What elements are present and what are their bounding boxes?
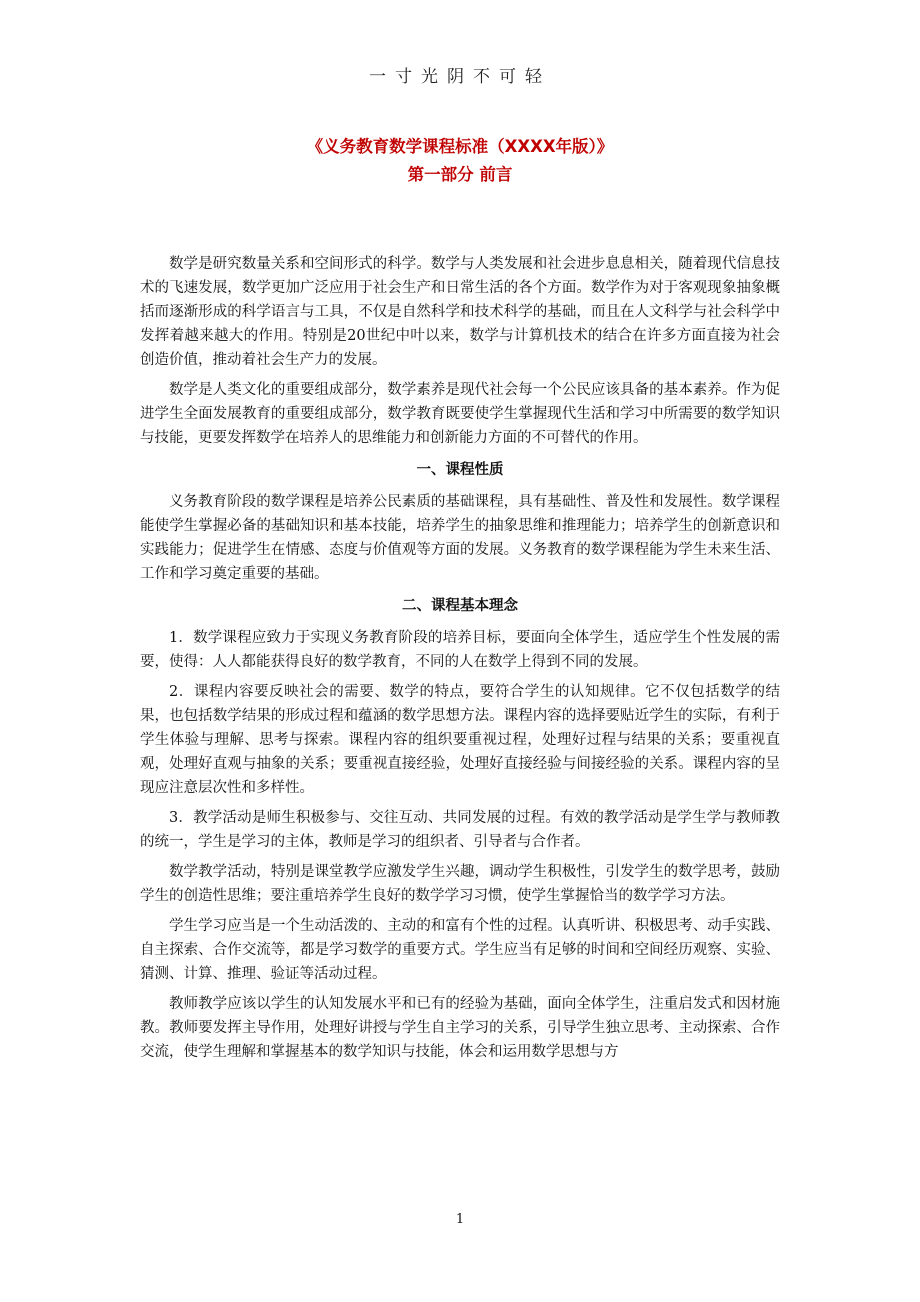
paragraph: 1．数学课程应致力于实现义务教育阶段的培养目标，要面向全体学生，适应学生个性发展的需要，使得：人人都能获得良好的数学教育，不同的人在数学上得到不同的发展。 <box>140 630 780 670</box>
paragraph: 教师教学应该以学生的认知发展水平和已有的经验为基础，面向全体学生，注重启发式和因材施教。教师要发挥主导作用，处理好讲授与学生自主学习的关系，引导学生独立思考、主动探索、合作交流，使学生理解和掌握基本的数学知识与技能，体会和运用数学思想与方 <box>140 996 780 1060</box>
section-heading-course-nature: 一、课程性质 <box>416 462 504 478</box>
paragraph: 3．教学活动是师生积极参与、交往互动、共同发展的过程。有效的教学活动是学生学与教师教的统一，学生是学习的主体，教师是学习的组织者、引导者与合作者。 <box>140 810 780 850</box>
paragraph: 数学教学活动，特别是课堂教学应激发学生兴趣，调动学生积极性，引发学生的数学思考，鼓励学生的创造性思维；要注重培养学生良好的数学学习习惯，使学生掌握恰当的数学学习方法。 <box>140 864 780 904</box>
page-number: 1 <box>455 1212 465 1227</box>
paragraph: 义务教育阶段的数学课程是培养公民素质的基础课程，具有基础性、普及性和发展性。数学课程能使学生掌握必备的基础知识和基本技能，培养学生的抽象思维和推理能力；培养学生的创新意识和实践能力；促进学生在情感、态度与价值观等方面的发展。义务教育的数学课程能为学生未来生活、工作和学习奠定重要的基础。 <box>140 494 780 582</box>
section-heading-basic-concepts: 二、课程基本理念 <box>402 598 518 614</box>
paragraph: 学生学习应当是一个生动活泼的、主动的和富有个性的过程。认真听讲、积极思考、动手实践、自主探索、合作交流等，都是学习数学的重要方式。学生应当有足够的时间和空间经历观察、实验、猜测、计算、推理、验证等活动过程。 <box>140 918 780 982</box>
page-header: 一寸光阴不可轻 <box>369 67 551 87</box>
paragraph: 数学是人类文化的重要组成部分，数学素养是现代社会每一个公民应该具备的基本素养。作为促进学生全面发展教育的重要组成部分，数学教育既要使学生掌握现代生活和学习中所需要的数学知识与技能，更要发挥数学在培养人的思维能力和创新能力方面的不可替代的作用。 <box>140 382 780 446</box>
document-title: 《义务教育数学课程标准（XXXX年版）》 <box>306 137 614 156</box>
section-part-title: 第一部分 前言 <box>407 165 513 184</box>
body-content <box>140 252 780 1070</box>
paragraph: 2．课程内容要反映社会的需要、数学的特点，要符合学生的认知规律。它不仅包括数学的结果，也包括数学结果的形成过程和蕴涵的数学思想方法。课程内容的选择要贴近学生的实际，有利于学生体验与理解、思考与探索。课程内容的组织要重视过程，处理好过程与结果的关系；要重视直观，处理好直观与抽象的关系；要重视直接经验，处理好直接经验与间接经验的关系。课程内容的呈现应注意层次性和多样性。 <box>140 684 780 796</box>
paragraph: 数学是研究数量关系和空间形式的科学。数学与人类发展和社会进步息息相关，随着现代信息技术的飞速发展，数学更加广泛应用于社会生产和日常生活的各个方面。数学作为对于客观现象抽象概括而逐渐形成的科学语言与工具，不仅是自然科学和技术科学的基础，而且在人文科学与社会科学中发挥着越来越大的作用。特别是20世纪中叶以来，数学与计算机技术的结合在许多方面直接为社会创造价值，推动着社会生产力的发展。 <box>140 256 780 368</box>
